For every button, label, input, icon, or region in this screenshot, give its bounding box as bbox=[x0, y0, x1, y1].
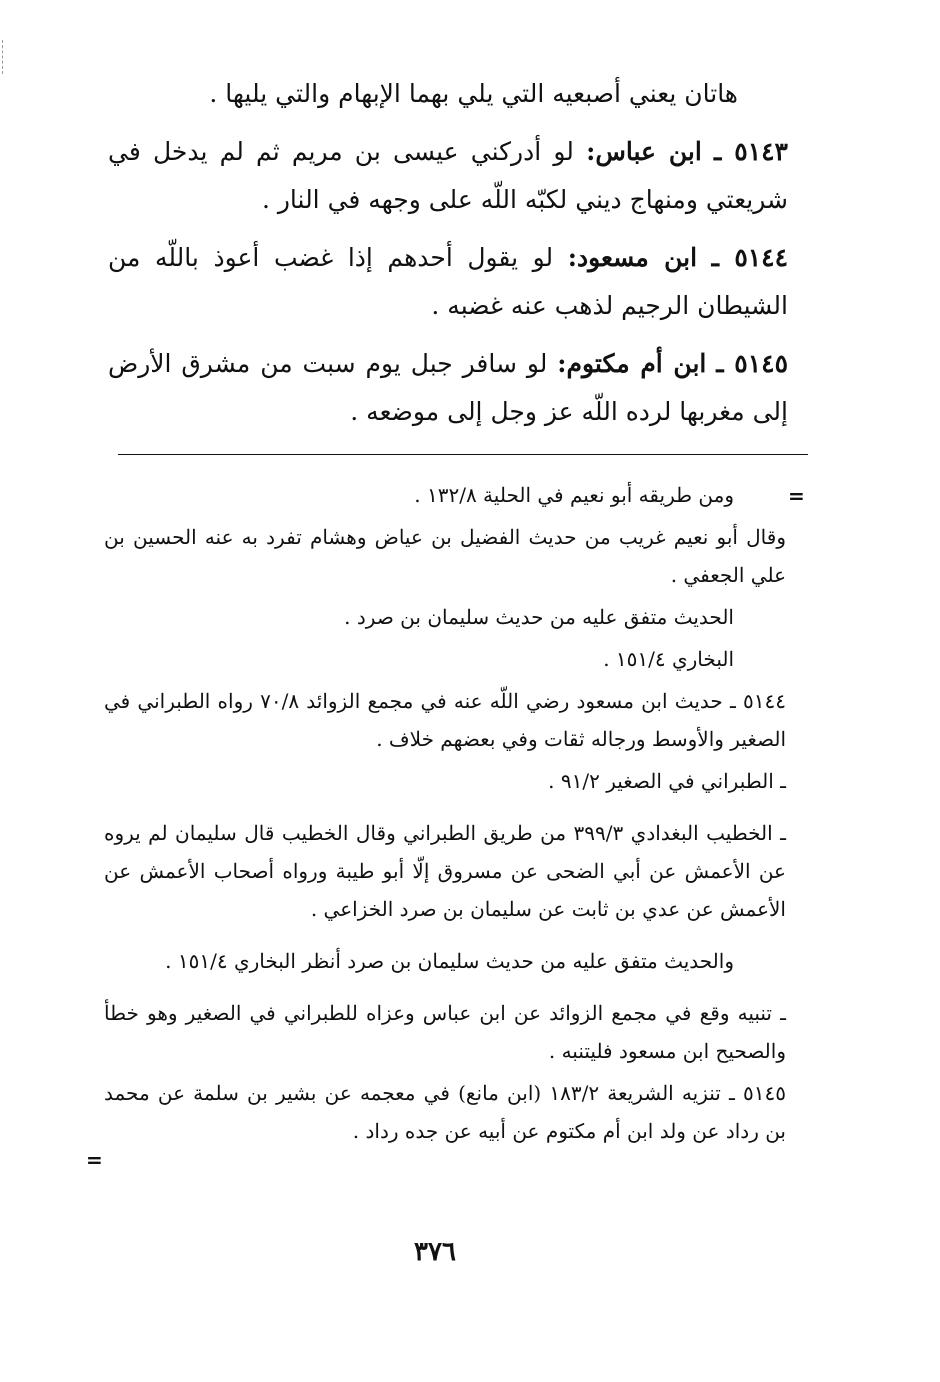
footnote-line: ومن طريقه أبو نعيم في الحلية ١٣٢/٨ . bbox=[414, 483, 734, 507]
entry-narrator: ابن أم مكتوم: bbox=[557, 349, 707, 378]
continuation-mark-top: = bbox=[788, 484, 805, 508]
scan-edge-mark bbox=[2, 40, 3, 74]
footnote-line: ٥١٤٥ ـ تنزيه الشريعة ١٨٣/٢ (ابن مانع) في معجمه عن بشير بن سلمة عن محمد بن رداد عن ولد ابن أم مكتوم عن أبيه عن جده رداد . bbox=[104, 1081, 787, 1143]
entry-text: لو سافر جبل يوم سبت من مشرق الأرض إلى مغربها لرده اللّه عز وجل إلى موضعه . bbox=[108, 349, 788, 426]
footnote-line: ـ الخطيب البغدادي ٣٩٩/٣ من طريق الطبراني وقال الخطيب قال سليمان لم يروه عن الأعمش عن أبي الضحى عن مسروق إلّا أبو طيبة ورواه أصحاب الأعمش عن الأعمش عن عدي بن ثابت عن سليمان بن صرد الخزاعي . bbox=[104, 821, 786, 921]
footnote-line: وقال أبو نعيم غريب من حديث الفضيل بن عياض وهشام تفرد به عنه الحسين بن علي الجعفي . bbox=[104, 525, 786, 587]
footnote-line: البخاري ١٥١/٤ . bbox=[603, 647, 734, 671]
footnote-line: الحديث متفق عليه من حديث سليمان بن صرد . bbox=[344, 605, 734, 629]
hadith-entry bbox=[108, 234, 788, 330]
continuation-mark-bottom: = bbox=[86, 1148, 103, 1172]
footnote-line: ٥١٤٤ ـ حديث ابن مسعود رضي اللّه عنه في مجمع الزوائد ٧٠/٨ رواه الطبراني في الصغير والأوسط ورجاله ثقات وفي بعضهم خلاف . bbox=[104, 689, 786, 751]
entry-number: ٥١٤٣ ـ bbox=[714, 137, 788, 166]
footnote-separator bbox=[118, 454, 808, 455]
hadith-entry bbox=[108, 340, 788, 436]
footnote-line: ـ تنبيه وقع في مجمع الزوائد عن ابن عباس وعزاه للطبراني في الصغير وهو خطأ والصحيح ابن مسعود فليتنبه . bbox=[104, 1001, 786, 1063]
intro-line: هاتان يعني أصبعيه التي يلي بهما الإبهام والتي يليها . bbox=[209, 79, 738, 108]
entry-text: لو أدركني عيسى بن مريم ثم لم يدخل في شريعتي ومنهاج ديني لكبّه اللّه على وجهه في النار . bbox=[108, 137, 788, 214]
hadith-entry bbox=[108, 128, 788, 224]
entry-number: ٥١٤٥ ـ bbox=[716, 349, 788, 378]
main-text bbox=[108, 70, 788, 446]
page-number: ٣٧٦ bbox=[414, 1237, 456, 1267]
footnotes bbox=[104, 476, 786, 1154]
footnote-line: والحديث متفق عليه من حديث سليمان بن صرد أنظر البخاري ١٥١/٤ . bbox=[165, 949, 734, 973]
entry-narrator: ابن عباس: bbox=[586, 137, 702, 166]
entry-text: لو يقول أحدهم إذا غضب أعوذ باللّه من الشيطان الرجيم لذهب عنه غضبه . bbox=[108, 243, 788, 320]
entry-narrator: ابن مسعود: bbox=[567, 243, 698, 272]
entry-number: ٥١٤٤ ـ bbox=[711, 243, 789, 272]
footnote-line: ـ الطبراني في الصغير ٩١/٢ . bbox=[548, 769, 786, 793]
